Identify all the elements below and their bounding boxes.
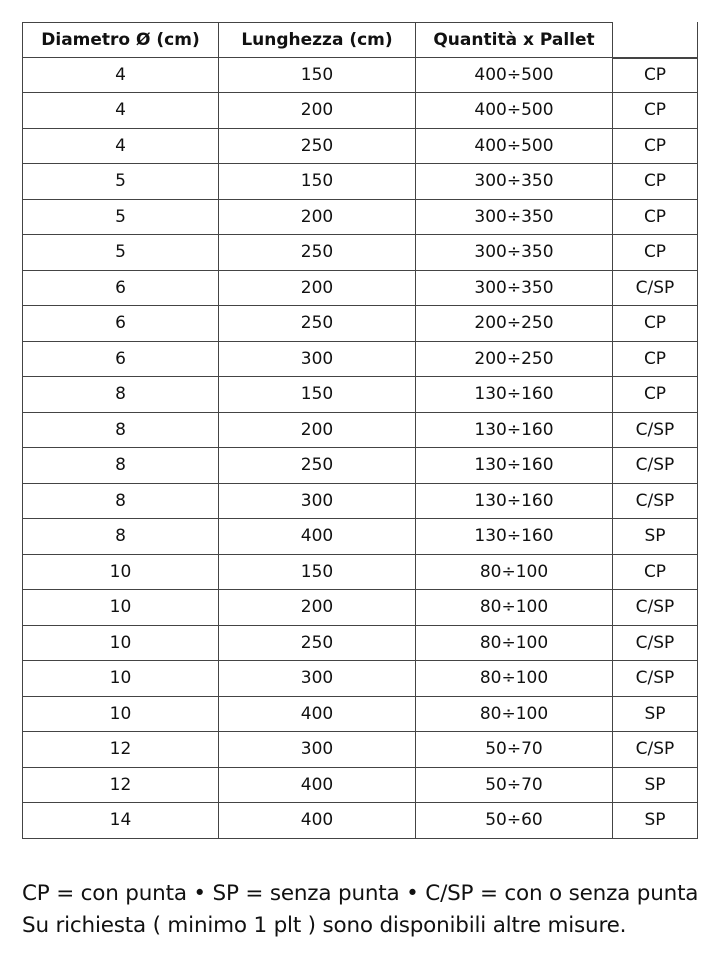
header-type: [613, 22, 698, 58]
table-row: [22, 661, 698, 697]
cell-quantity: 50÷70: [416, 768, 613, 804]
table-body: [22, 58, 698, 839]
cell-diameter: 10: [22, 661, 219, 697]
legend-note: CP = con punta • SP = senza punta • C/SP = con o senza punta: [22, 881, 699, 906]
cell-length: 400: [219, 697, 416, 733]
cell-type: CP: [613, 377, 698, 413]
cell-type: C/SP: [613, 484, 698, 520]
cell-quantity: 300÷350: [416, 164, 613, 200]
cell-diameter: 5: [22, 164, 219, 200]
table-row: [22, 590, 698, 626]
table-row: [22, 377, 698, 413]
cell-type: CP: [613, 200, 698, 236]
cell-type: SP: [613, 803, 698, 839]
table-row: [22, 732, 698, 768]
table-row: [22, 484, 698, 520]
cell-type: C/SP: [613, 271, 698, 307]
cell-diameter: 6: [22, 271, 219, 307]
cell-diameter: 14: [22, 803, 219, 839]
cell-length: 150: [219, 164, 416, 200]
table-row: [22, 697, 698, 733]
cell-diameter: 5: [22, 200, 219, 236]
cell-type: CP: [613, 58, 698, 94]
cell-length: 400: [219, 768, 416, 804]
cell-diameter: 12: [22, 732, 219, 768]
cell-diameter: 8: [22, 377, 219, 413]
cell-type: CP: [613, 342, 698, 378]
cell-type: CP: [613, 235, 698, 271]
cell-quantity: 50÷60: [416, 803, 613, 839]
cell-quantity: 200÷250: [416, 342, 613, 378]
cell-length: 150: [219, 555, 416, 591]
cell-diameter: 4: [22, 93, 219, 129]
cell-diameter: 10: [22, 697, 219, 733]
cell-length: 250: [219, 235, 416, 271]
cell-diameter: 4: [22, 58, 219, 94]
cell-length: 250: [219, 448, 416, 484]
table-row: [22, 803, 698, 839]
cell-type: CP: [613, 129, 698, 165]
cell-type: C/SP: [613, 590, 698, 626]
cell-quantity: 200÷250: [416, 306, 613, 342]
cell-type: SP: [613, 697, 698, 733]
cell-quantity: 130÷160: [416, 448, 613, 484]
footnotes: [22, 878, 712, 942]
table-row: [22, 164, 698, 200]
cell-type: C/SP: [613, 413, 698, 449]
cell-length: 150: [219, 58, 416, 94]
cell-diameter: 8: [22, 519, 219, 555]
table-row: [22, 519, 698, 555]
cell-type: C/SP: [613, 661, 698, 697]
cell-quantity: 50÷70: [416, 732, 613, 768]
cell-length: 300: [219, 342, 416, 378]
cell-diameter: 5: [22, 235, 219, 271]
cell-quantity: 130÷160: [416, 484, 613, 520]
cell-length: 200: [219, 271, 416, 307]
cell-diameter: 6: [22, 342, 219, 378]
table-row: [22, 200, 698, 236]
cell-quantity: 80÷100: [416, 661, 613, 697]
cell-length: 250: [219, 129, 416, 165]
table-row: [22, 129, 698, 165]
cell-quantity: 80÷100: [416, 697, 613, 733]
cell-length: 400: [219, 803, 416, 839]
cell-diameter: 12: [22, 768, 219, 804]
table-row: [22, 58, 698, 94]
cell-diameter: 8: [22, 484, 219, 520]
cell-length: 200: [219, 413, 416, 449]
cell-quantity: 300÷350: [416, 271, 613, 307]
table-row: [22, 555, 698, 591]
cell-quantity: 130÷160: [416, 413, 613, 449]
cell-type: CP: [613, 555, 698, 591]
table-row: [22, 235, 698, 271]
cell-quantity: 400÷500: [416, 58, 613, 94]
table-row: [22, 306, 698, 342]
cell-type: CP: [613, 306, 698, 342]
cell-length: 250: [219, 306, 416, 342]
cell-quantity: 80÷100: [416, 590, 613, 626]
cell-quantity: 80÷100: [416, 626, 613, 662]
cell-length: 250: [219, 626, 416, 662]
cell-length: 150: [219, 377, 416, 413]
cell-diameter: 6: [22, 306, 219, 342]
table-row: [22, 768, 698, 804]
cell-type: CP: [613, 93, 698, 129]
table-row: [22, 342, 698, 378]
cell-type: SP: [613, 519, 698, 555]
header-length: Lunghezza (cm): [219, 22, 416, 58]
table-row: [22, 93, 698, 129]
cell-type: SP: [613, 768, 698, 804]
cell-length: 200: [219, 93, 416, 129]
request-note: Su richiesta ( minimo 1 plt ) sono disponibili altre misure.: [22, 913, 627, 938]
specs-table: [22, 22, 698, 839]
table-row: [22, 271, 698, 307]
cell-diameter: 8: [22, 413, 219, 449]
cell-quantity: 130÷160: [416, 377, 613, 413]
header-diameter: Diametro Ø (cm): [22, 22, 219, 58]
cell-diameter: 8: [22, 448, 219, 484]
cell-length: 200: [219, 590, 416, 626]
table-row: [22, 448, 698, 484]
cell-type: CP: [613, 164, 698, 200]
cell-quantity: 130÷160: [416, 519, 613, 555]
cell-quantity: 400÷500: [416, 129, 613, 165]
cell-length: 400: [219, 519, 416, 555]
cell-type: C/SP: [613, 626, 698, 662]
cell-diameter: 4: [22, 129, 219, 165]
cell-diameter: 10: [22, 626, 219, 662]
cell-length: 300: [219, 484, 416, 520]
cell-diameter: 10: [22, 590, 219, 626]
cell-length: 200: [219, 200, 416, 236]
table-row: [22, 413, 698, 449]
cell-type: C/SP: [613, 732, 698, 768]
cell-length: 300: [219, 661, 416, 697]
table-header: [22, 22, 698, 58]
cell-quantity: 80÷100: [416, 555, 613, 591]
cell-length: 300: [219, 732, 416, 768]
table-row: [22, 626, 698, 662]
cell-quantity: 400÷500: [416, 93, 613, 129]
cell-quantity: 300÷350: [416, 200, 613, 236]
cell-quantity: 300÷350: [416, 235, 613, 271]
cell-type: C/SP: [613, 448, 698, 484]
cell-diameter: 10: [22, 555, 219, 591]
header-quantity: Quantità x Pallet: [416, 22, 613, 58]
